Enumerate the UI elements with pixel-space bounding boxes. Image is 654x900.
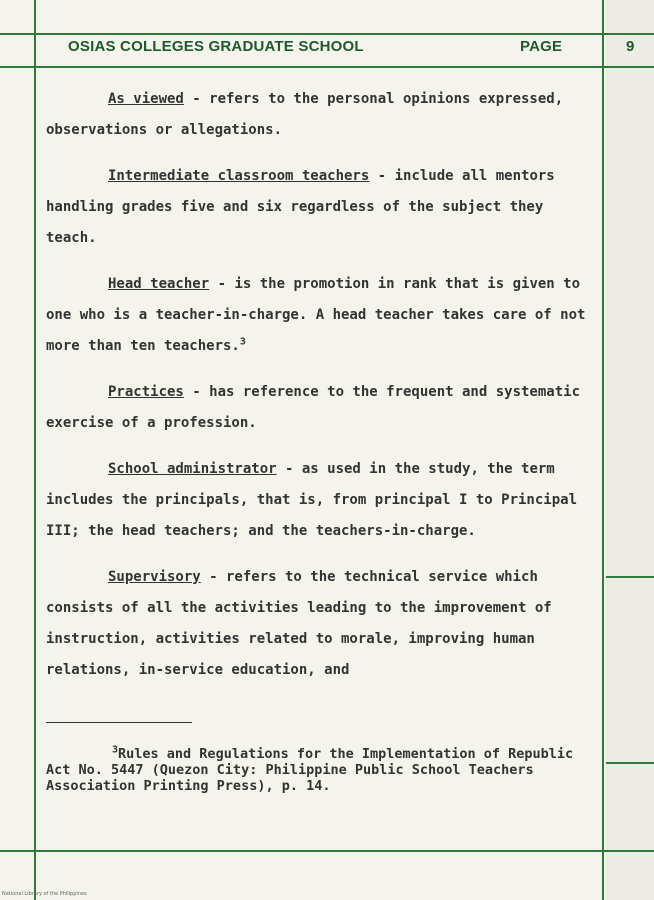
header-top-rule [0, 33, 654, 35]
right-strip-rule-1 [606, 576, 654, 578]
scan-label: National Library of the Philippines [2, 891, 87, 897]
definition-term: As viewed [108, 91, 184, 107]
definition-term: Intermediate classroom teachers [108, 168, 370, 184]
page-header [38, 36, 604, 62]
footnote-number: 3 [112, 744, 119, 756]
right-margin-rule [602, 0, 604, 900]
definition-paragraph [46, 161, 598, 254]
page-number: 9 [626, 38, 635, 55]
page-label: PAGE [520, 38, 563, 55]
left-margin-rule [34, 0, 36, 900]
definition-text: - has reference to the frequent and systematic exercise of a profession. [46, 384, 581, 431]
definition-term: Head teacher [108, 276, 210, 292]
right-strip-rule-2 [606, 762, 654, 764]
school-name: OSIAS COLLEGES GRADUATE SCHOOL [68, 38, 364, 55]
definition-term: School administrator [108, 461, 277, 477]
definition-paragraph [46, 562, 598, 686]
footnote-text: Rules and Regulations for the Implementation of Republic Act No. 5447 (Quezon City: Philippine Public School Teachers Association Printing Press), p. 14. [46, 746, 574, 794]
footer-rule [0, 850, 654, 852]
definition-term: Supervisory [108, 569, 201, 585]
definition-paragraph [46, 377, 598, 439]
definition-paragraph [46, 84, 598, 146]
definition-text: - as used in the study, the term includes the principals, that is, from principal I to Principal III; the head teachers; and the teachers-in-charge. [46, 461, 578, 539]
definition-text: - include all mentors handling grades five and six regardless of the subject they teach. [46, 168, 555, 246]
definition-text: - refers to the technical service which consists of all the activities leading to the improvement of instruction, activities related to morale, improving human relations, in-service education, and [46, 569, 552, 678]
definition-text: - is the promotion in rank that is given to one who is a teacher-in-charge. A head teacher takes care of not more than ten teachers. [46, 276, 586, 354]
definition-paragraph [46, 454, 598, 547]
footnote-divider [46, 722, 192, 723]
definition-term: Practices [108, 384, 184, 400]
margin-strip [606, 0, 654, 900]
footnote [46, 746, 602, 794]
definitions-body [46, 84, 598, 701]
header-bottom-rule [0, 66, 654, 68]
footnote-reference: 3 [239, 336, 246, 348]
definition-text: - refers to the personal opinions expressed, observations or allegations. [46, 91, 564, 138]
definition-paragraph [46, 269, 598, 362]
